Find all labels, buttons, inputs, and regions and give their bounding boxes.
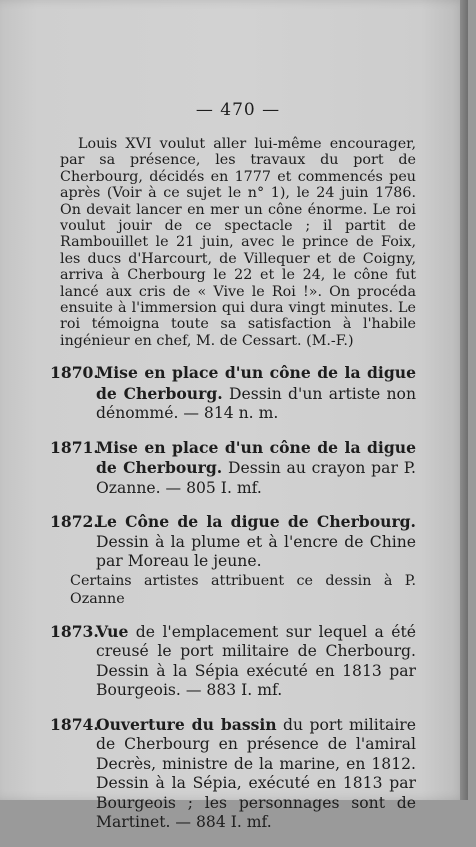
entry-title: Mise en place d'un cône de la digue de Cherbourg.	[96, 437, 416, 478]
page-edge-shadow	[460, 0, 468, 800]
entry-title: Le Cône de la digue de Cherbourg.	[96, 512, 416, 532]
entry-description: de l'emplacement sur lequel a été creusé le port militaire de Cherbourg. Dessin à la Sépia exécuté en 1813 par Bourgeois. — 883 I. mf.	[96, 622, 416, 700]
entry-description: du port militaire de Cherbourg en présence de l'amiral Decrès, ministre de la marine, en 1812. Dessin à la Sépia, exécuté en 1813 par Bourgeois ; les personnages sont de Martinet. — 884 I. mf.	[96, 715, 416, 832]
entry-description: Dessin à la plume et à l'encre de Chine par Moreau le jeune.	[96, 532, 416, 571]
entry-number: 1874.	[50, 714, 99, 734]
entry-title: Mise en place d'un cône de la digue de Cherbourg.	[96, 363, 416, 403]
catalog-entry-1873	[50, 621, 416, 701]
catalog-entry-1870	[50, 363, 416, 424]
catalog-entry-1872	[50, 512, 416, 608]
entry-number: 1873.	[50, 621, 99, 641]
entry-note: Certains artistes attribuent ce dessin à P. Ozanne	[70, 572, 416, 607]
page-number: — 470 —	[195, 100, 281, 120]
entry-number: 1871.	[50, 437, 99, 457]
catalog-entry-1874	[50, 714, 416, 833]
entry-description: Dessin au crayon par P. Ozanne. — 805 I. mf.	[96, 459, 416, 497]
page-text-block	[50, 100, 416, 847]
entry-number: 1870.	[50, 363, 99, 383]
entry-description: Dessin d'un artiste non dénommé. — 814 n. m.	[96, 384, 416, 423]
entry-number: 1872.	[50, 512, 99, 532]
intro-paragraph: Louis XVI voulut aller lui-même encourager, par sa présence, les travaux du port de Cherbourg, décidés en 1777 et commencés peu après (Voir à ce sujet le n° 1), le 24 juin 1786. On devait lancer en mer un cône énorme. Le roi voulut jouir de ce spectacle ; il partit de Rambouillet le 21 juin, avec le prince de Foix, les ducs d'Harcourt, de Villequer et de Coigny, arriva à Cherbourg le 22 et le 24, le cône fut lancé aux cris de « Vive le Roi !». On procéda ensuite à l'immersion qui dura vingt minutes. Le roi témoigna toute sa satisfaction à l'habile ingénieur en chef, M. de Cessart. (M.-F.)	[60, 136, 416, 349]
entry-title: Ouverture du bassin	[96, 714, 277, 734]
entry-title: Vue	[96, 621, 129, 641]
catalog-entry-1871	[50, 437, 416, 499]
